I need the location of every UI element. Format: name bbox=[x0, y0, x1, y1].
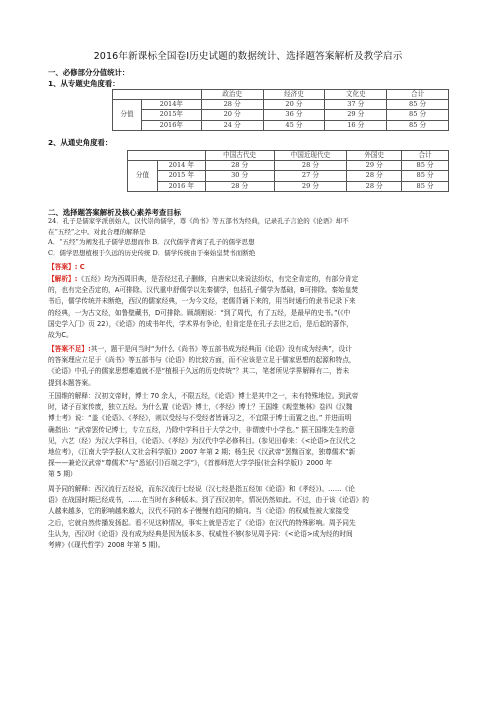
analysis-label: 【解析】: bbox=[48, 275, 78, 283]
table-cell: 16 分 bbox=[325, 120, 387, 130]
table-cell: 2015 年 bbox=[157, 171, 205, 181]
table-cell: 2016年 bbox=[141, 120, 201, 130]
table-cell: 20 分 bbox=[201, 110, 263, 120]
analysis-line: 【解析】:《五经》均为西周旧典，是否经过孔子删修，自唐宋以来说法纷纭，有完全肯定的，有部分肯定 bbox=[48, 275, 359, 283]
analysis-line: 的经典，一为古文经，如鲁壁藏书，D可排除。顾颉刚说：“到了周代，有了五经，是最早的史书。”(《中 bbox=[48, 308, 351, 317]
paragraph-line: 探——兼论汉武帝“尊儒术”与“悉延(引)百端之学”》，《首都师范大学学报(社会科学版)》2000 年 bbox=[48, 459, 333, 468]
paragraph-line: 博士考》说：“盖《论语》、《孝经》，则以受经与不受经者皆诵习之，不宜限于博士而置之也。” 并进而明 bbox=[48, 414, 352, 423]
table-header: 经济史 bbox=[263, 90, 325, 100]
row-label: 分值 bbox=[113, 100, 142, 131]
subsection-1-heading: 1、从专题史角度看： bbox=[48, 79, 120, 88]
table-cell: 85 分 bbox=[402, 161, 449, 171]
question-line: 在“五经”之中。对此合理的解释是 bbox=[48, 227, 146, 236]
review-line: 《论语》中孔子的儒家思想难道就不是“植根于久远的历史传统”？其二，笔者所见学界解释有二，皆未 bbox=[48, 367, 350, 376]
table-corner bbox=[128, 151, 206, 161]
question-line: 24．孔子是儒家学派创始人，汉代崇尚儒学，尊《尚书》等五部书为经典，记录孔子言论的《论语》却不 bbox=[48, 217, 349, 225]
table-header: 合计 bbox=[387, 90, 449, 100]
table-cell: 30 分 bbox=[205, 171, 274, 181]
table-header: 政治史 bbox=[201, 90, 263, 100]
table-cell: 24 分 bbox=[201, 120, 263, 130]
table-cell: 28 分 bbox=[274, 161, 347, 171]
analysis-paragraph bbox=[48, 274, 450, 341]
analysis-line: 的，也有完全否定的，A可排除。汉代重申舒儒学以先秦儒学，包括孔子儒学为基础，B可排除。秦始皇焚 bbox=[48, 286, 359, 295]
table-cell: 85 分 bbox=[387, 110, 449, 120]
table-cell: 85 分 bbox=[387, 120, 449, 130]
paragraph-line: 第 5 期） bbox=[48, 470, 77, 479]
table-header: 外国史 bbox=[347, 151, 402, 161]
table-cell: 2014年 bbox=[141, 100, 201, 110]
table-header: 中国近现代史 bbox=[274, 151, 347, 161]
answer-label: 【答案】: C bbox=[48, 263, 85, 271]
paragraph-line: 时，诸子百家传废，独立五经。为什么置《论语》博士，《孝经》博士？王国维《观堂集林》卷四《汉魏 bbox=[48, 403, 353, 412]
table-cell: 20 分 bbox=[263, 100, 325, 110]
table-header: 中国古代史 bbox=[205, 151, 274, 161]
answer bbox=[48, 262, 450, 273]
subsection-2-heading: 2、从通史角度看： bbox=[48, 138, 113, 147]
section-2-heading: 二、选择题答案解析及核心素养考查目标 bbox=[48, 208, 182, 217]
review-paragraph bbox=[48, 344, 450, 389]
table-cell: 29 分 bbox=[274, 181, 347, 191]
section-1-heading: 一、必修部分分值统计： bbox=[48, 68, 130, 77]
paragraph-line: 周予同的解释：西汉流行五经说，而东汉流行七经说（汉七经是指五经加《论语》和《孝经》)。……《论 bbox=[48, 485, 355, 493]
table-corner bbox=[113, 90, 202, 100]
paragraph-line: 确指出：“武帝罢传记博士，专立五经，乃除中学科目于大学之中，非谓废中小学也。” 据王国维先生的意 bbox=[48, 425, 355, 434]
table-cell: 85 分 bbox=[387, 100, 449, 110]
option-line: C．儒学思想植根于久远的历史传统 D．儒学传统由于秦始皇焚书而断绝 bbox=[48, 248, 256, 257]
table-cell: 36 分 bbox=[263, 110, 325, 120]
table-cell: 28 分 bbox=[201, 100, 263, 110]
zhou-yutong-paragraph bbox=[48, 484, 450, 551]
paragraph-line: 人越来越多，它的影响越来越大，汉代不同的本子慢慢有趋同的倾向。当《论语》的权威性被大家接受 bbox=[48, 507, 349, 516]
analysis-line: 书后，儒学传统并未断绝，西汉的儒家经典，一为今文经，老儒背诵下来的，用当时通行的隶书记录下来 bbox=[48, 297, 356, 306]
review-line: 提到本题答案。 bbox=[48, 378, 95, 387]
table-cell: 85 分 bbox=[402, 181, 449, 191]
table-cell: 29 分 bbox=[325, 110, 387, 120]
table-topic-history bbox=[112, 89, 449, 131]
wang-guowei-paragraph bbox=[48, 391, 450, 481]
table-cell: 45 分 bbox=[263, 120, 325, 130]
paragraph-line: 考辨》(《现代哲学》2008 年第 5 期)。 bbox=[48, 541, 165, 550]
table-cell: 29 分 bbox=[347, 161, 402, 171]
table-cell: 28 分 bbox=[205, 161, 274, 171]
table-cell: 85 分 bbox=[402, 171, 449, 181]
table-general-history bbox=[127, 150, 449, 192]
paragraph-line: 见，六艺（经）为汉大学科目，《论语》、《孝经》为汉代中学必修科目。(参见田春来：《<论语>在汉代之 bbox=[48, 436, 357, 445]
review-line: 【答案不足】:其一，题干是问当时“为什么《尚书》等五部书成为经典而《论语》没有成为经典”，设计 bbox=[48, 345, 352, 353]
option-line: A．“五经”为阐发孔子儒学思想而作 B．汉代儒学背离了孔子的儒学思想 bbox=[48, 238, 255, 247]
table-cell: 2015年 bbox=[141, 110, 201, 120]
review-line: 的答案理应立足于《尚书》等五部书与《论语》的比较方面，而不应该是立足于儒家思想的起源和特点， bbox=[48, 356, 356, 365]
question-24 bbox=[48, 216, 450, 258]
table-header: 文化史 bbox=[325, 90, 387, 100]
table-cell: 28 分 bbox=[347, 181, 402, 191]
row-label: 分值 bbox=[128, 161, 158, 192]
paragraph-line: 王国维的解释：汉初文帝时，博士 70 余人，不限五经，《论语》博士是其中之一，未有特殊地位。到武帝 bbox=[48, 392, 359, 400]
table-cell: 27 分 bbox=[274, 171, 347, 181]
analysis-line: 故为C。 bbox=[48, 331, 73, 340]
paragraph-line: 语》在战国时期已经成书，……在当时有多种版本。到了西汉初年，情况仍然如此。不过，由于该《论语》的 bbox=[48, 496, 369, 505]
analysis-line: 国史学入门》页 22），《论语》的成书年代，学术界有争论，但肯定是在孔子去世之后，是后起的著作， bbox=[48, 319, 353, 328]
table-cell: 28 分 bbox=[205, 181, 274, 191]
table-header: 合计 bbox=[402, 151, 449, 161]
paragraph-line: 之后，它就自然传播发扬起。看不见这种情况，事实上就是否定了《论语》在汉代的特殊影响。周予同先 bbox=[48, 518, 356, 527]
table-cell: 2016 年 bbox=[157, 181, 205, 191]
document-title: 2016年新课标全国卷Ⅰ历史试题的数据统计、选择题答案解析及教学启示 bbox=[93, 51, 403, 62]
paragraph-line: 生认为，西汉时《论语》没有成为经典是因为版本多、权威性不够(参见周予同：《<论语>成为经的时间 bbox=[48, 529, 353, 538]
table-cell: 28 分 bbox=[347, 171, 402, 181]
table-cell: 2014 年 bbox=[157, 161, 205, 171]
paragraph-line: 地位考》，《江南大学学报(人文社会科学版)》2007 年第 2 期；杨生民《汉武帝“罢黜百家，独尊儒术”新 bbox=[48, 448, 356, 457]
table-cell: 37 分 bbox=[325, 100, 387, 110]
review-label: 【答案不足】: bbox=[48, 345, 91, 353]
